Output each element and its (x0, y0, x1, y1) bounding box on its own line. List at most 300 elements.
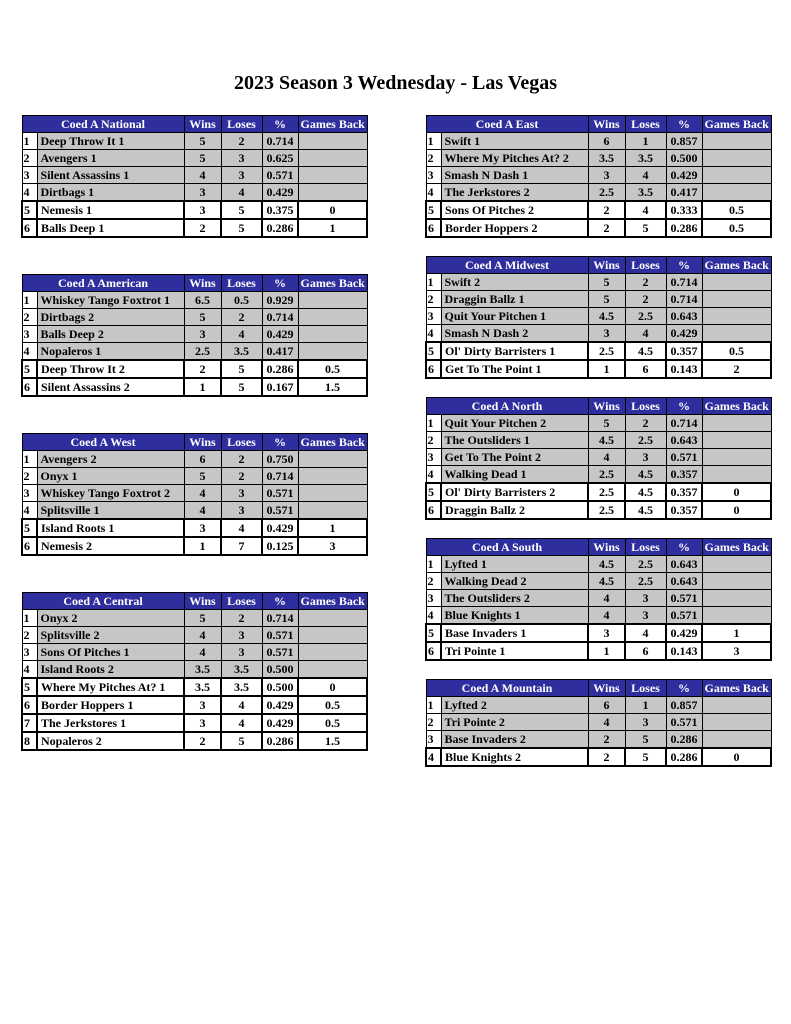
cell-rank: 4 (426, 748, 441, 766)
cell-team: Base Invaders 1 (441, 624, 588, 642)
cell-gb (702, 449, 771, 466)
cell-wins: 5 (184, 610, 221, 627)
table-row (426, 501, 771, 519)
standings-table (21, 115, 368, 238)
cell-pct: 0.571 (262, 485, 298, 502)
cell-wins: 2 (588, 201, 625, 219)
cell-rank: 4 (22, 343, 37, 361)
cell-gb (298, 133, 367, 150)
column-header-wins: Wins (588, 539, 625, 556)
cell-loses: 0.5 (221, 292, 262, 309)
column-header-wins: Wins (184, 593, 221, 610)
cell-loses: 3 (625, 449, 666, 466)
cell-team: Balls Deep 2 (37, 326, 184, 343)
cell-gb (702, 466, 771, 484)
cell-gb: 3 (702, 642, 771, 660)
cell-rank: 4 (426, 466, 441, 484)
cell-rank: 1 (426, 133, 441, 150)
cell-wins: 1 (588, 360, 625, 378)
cell-gb (298, 485, 367, 502)
cell-rank: 2 (22, 468, 37, 485)
cell-rank: 3 (426, 308, 441, 325)
cell-rank: 6 (426, 501, 441, 519)
table-row (22, 451, 367, 468)
table-row (22, 485, 367, 502)
cell-gb (702, 607, 771, 625)
cell-gb (702, 415, 771, 432)
cell-team: Where My Pitches At? 2 (441, 150, 588, 167)
cell-loses: 3.5 (221, 343, 262, 361)
cell-wins: 2.5 (588, 184, 625, 202)
cell-team: Nemesis 2 (37, 537, 184, 555)
header-row (426, 257, 771, 274)
cell-team: Smash N Dash 2 (441, 325, 588, 343)
cell-gb (702, 325, 771, 343)
table-row (22, 326, 367, 343)
cell-team: Swift 1 (441, 133, 588, 150)
cell-pct: 0.571 (262, 502, 298, 520)
cell-pct: 0.571 (666, 714, 702, 731)
cell-team: Deep Throw It 2 (37, 360, 184, 378)
cell-pct: 0.286 (262, 219, 298, 237)
cell-pct: 0.643 (666, 573, 702, 590)
cell-pct: 0.143 (666, 360, 702, 378)
cell-loses: 3 (221, 167, 262, 184)
cell-team: Where My Pitches At? 1 (37, 678, 184, 696)
cell-loses: 5 (625, 731, 666, 749)
cell-team: Ol' Dirty Barristers 1 (441, 342, 588, 360)
cell-rank: 3 (426, 731, 441, 749)
table-row (426, 697, 771, 714)
cell-wins: 2 (184, 219, 221, 237)
standings-table (21, 274, 368, 397)
cell-team: Onyx 1 (37, 468, 184, 485)
cell-loses: 5 (221, 201, 262, 219)
cell-team: Tri Pointe 2 (441, 714, 588, 731)
column-header-games-back: Games Back (702, 257, 771, 274)
column-header-pct: % (666, 257, 702, 274)
page-title: 2023 Season 3 Wednesday - Las Vegas (233, 72, 558, 94)
cell-pct: 0.417 (666, 184, 702, 202)
cell-pct: 0.429 (262, 326, 298, 343)
column-header-games-back: Games Back (702, 680, 771, 697)
cell-wins: 4 (184, 485, 221, 502)
cell-rank: 3 (426, 449, 441, 466)
table-row (426, 483, 771, 501)
table-row (22, 714, 367, 732)
cell-pct: 0.857 (666, 697, 702, 714)
cell-rank: 8 (22, 732, 37, 750)
cell-loses: 2 (625, 291, 666, 308)
cell-rank: 6 (22, 378, 37, 396)
cell-rank: 5 (426, 624, 441, 642)
cell-rank: 3 (426, 167, 441, 184)
cell-rank: 2 (426, 432, 441, 449)
cell-loses: 3.5 (625, 184, 666, 202)
column-header-games-back: Games Back (298, 593, 367, 610)
cell-pct: 0.286 (666, 731, 702, 749)
cell-loses: 2 (625, 274, 666, 291)
cell-wins: 4 (184, 167, 221, 184)
cell-pct: 0.571 (666, 590, 702, 607)
cell-rank: 5 (22, 519, 37, 537)
cell-gb: 1 (298, 519, 367, 537)
cell-loses: 3.5 (221, 678, 262, 696)
cell-team: The Jerkstores 2 (441, 184, 588, 202)
cell-team: Walking Dead 2 (441, 573, 588, 590)
cell-gb (702, 556, 771, 573)
cell-gb (298, 644, 367, 661)
cell-rank: 1 (22, 133, 37, 150)
column-header-games-back: Games Back (298, 434, 367, 451)
cell-loses: 4.5 (625, 466, 666, 484)
cell-team: Tri Pointe 1 (441, 642, 588, 660)
table-row (426, 308, 771, 325)
cell-team: Whiskey Tango Foxtrot 2 (37, 485, 184, 502)
table-row (426, 150, 771, 167)
cell-loses: 2 (221, 451, 262, 468)
cell-loses: 5 (625, 748, 666, 766)
cell-team: Nemesis 1 (37, 201, 184, 219)
cell-rank: 1 (426, 415, 441, 432)
cell-team: Nopaleros 2 (37, 732, 184, 750)
table-row (426, 184, 771, 202)
cell-rank: 6 (22, 696, 37, 714)
cell-pct: 0.357 (666, 483, 702, 501)
cell-rank: 7 (22, 714, 37, 732)
cell-wins: 2.5 (588, 466, 625, 484)
cell-loses: 6 (625, 360, 666, 378)
cell-team: Walking Dead 1 (441, 466, 588, 484)
cell-loses: 4 (221, 696, 262, 714)
cell-rank: 1 (426, 274, 441, 291)
cell-pct: 0.429 (262, 714, 298, 732)
cell-pct: 0.714 (666, 274, 702, 291)
cell-rank: 6 (22, 219, 37, 237)
cell-loses: 4 (221, 184, 262, 202)
cell-loses: 1 (625, 697, 666, 714)
cell-gb: 0.5 (298, 696, 367, 714)
cell-wins: 6 (588, 697, 625, 714)
cell-pct: 0.429 (262, 184, 298, 202)
cell-wins: 2 (588, 748, 625, 766)
cell-wins: 2.5 (184, 343, 221, 361)
standings-table (425, 538, 772, 661)
cell-gb (702, 590, 771, 607)
cell-loses: 4 (625, 201, 666, 219)
cell-loses: 4 (625, 624, 666, 642)
cell-wins: 6 (184, 451, 221, 468)
cell-team: Smash N Dash 1 (441, 167, 588, 184)
table-row (22, 468, 367, 485)
column-header-loses: Loses (625, 398, 666, 415)
cell-pct: 0.429 (262, 519, 298, 537)
cell-loses: 3 (221, 644, 262, 661)
cell-loses: 4 (625, 167, 666, 184)
division-title: Coed A West (22, 434, 184, 451)
cell-pct: 0.286 (262, 360, 298, 378)
cell-pct: 0.929 (262, 292, 298, 309)
cell-pct: 0.125 (262, 537, 298, 555)
cell-gb: 2 (702, 360, 771, 378)
cell-gb (298, 309, 367, 326)
cell-team: Nopaleros 1 (37, 343, 184, 361)
cell-loses: 4 (625, 325, 666, 343)
cell-pct: 0.417 (262, 343, 298, 361)
cell-wins: 3 (588, 325, 625, 343)
cell-loses: 2.5 (625, 308, 666, 325)
cell-gb (702, 573, 771, 590)
standings-table (425, 115, 772, 238)
cell-gb (298, 468, 367, 485)
division-title: Coed A American (22, 275, 184, 292)
column-header-pct: % (666, 539, 702, 556)
table-row (426, 642, 771, 660)
column-header-loses: Loses (221, 116, 262, 133)
table-row (426, 731, 771, 749)
cell-team: Dirtbags 1 (37, 184, 184, 202)
cell-team: Avengers 1 (37, 150, 184, 167)
column-header-wins: Wins (184, 434, 221, 451)
table-row (22, 627, 367, 644)
cell-rank: 1 (22, 610, 37, 627)
cell-loses: 3 (625, 590, 666, 607)
cell-rank: 1 (22, 292, 37, 309)
cell-loses: 4.5 (625, 342, 666, 360)
cell-loses: 2.5 (625, 556, 666, 573)
standings-table (425, 256, 772, 379)
cell-wins: 4 (184, 644, 221, 661)
cell-gb (298, 661, 367, 679)
cell-pct: 0.714 (666, 291, 702, 308)
table-row (22, 696, 367, 714)
cell-wins: 5 (184, 309, 221, 326)
cell-rank: 5 (426, 342, 441, 360)
cell-gb: 0 (702, 483, 771, 501)
table-row (22, 378, 367, 396)
cell-team: Quit Your Pitchen 1 (441, 308, 588, 325)
division-title: Coed A South (426, 539, 588, 556)
table-row (426, 748, 771, 766)
cell-wins: 4 (588, 714, 625, 731)
table-row (426, 432, 771, 449)
cell-pct: 0.429 (262, 696, 298, 714)
cell-pct: 0.643 (666, 308, 702, 325)
column-header-wins: Wins (184, 275, 221, 292)
header-row (22, 593, 367, 610)
cell-rank: 6 (426, 219, 441, 237)
cell-wins: 2 (184, 360, 221, 378)
cell-rank: 2 (22, 309, 37, 326)
cell-wins: 2.5 (588, 501, 625, 519)
table-row (426, 325, 771, 343)
column-header-loses: Loses (625, 257, 666, 274)
cell-team: Quit Your Pitchen 2 (441, 415, 588, 432)
table-row (22, 537, 367, 555)
cell-loses: 5 (625, 219, 666, 237)
cell-rank: 5 (426, 201, 441, 219)
column-header-pct: % (666, 398, 702, 415)
standings-table (425, 679, 772, 767)
cell-pct: 0.714 (262, 309, 298, 326)
cell-wins: 5 (184, 133, 221, 150)
table-row (22, 219, 367, 237)
cell-team: Sons Of Pitches 2 (441, 201, 588, 219)
cell-team: Lyfted 1 (441, 556, 588, 573)
cell-team: The Outsliders 2 (441, 590, 588, 607)
cell-loses: 5 (221, 732, 262, 750)
cell-team: Island Roots 2 (37, 661, 184, 679)
cell-loses: 3 (625, 714, 666, 731)
cell-loses: 4.5 (625, 483, 666, 501)
standings-table (425, 397, 772, 520)
cell-pct: 0.143 (666, 642, 702, 660)
cell-gb (702, 167, 771, 184)
cell-gb: 1.5 (298, 732, 367, 750)
cell-rank: 5 (426, 483, 441, 501)
cell-loses: 2.5 (625, 573, 666, 590)
cell-loses: 4 (221, 326, 262, 343)
right-column (425, 115, 770, 767)
cell-pct: 0.571 (666, 607, 702, 625)
cell-wins: 1 (184, 378, 221, 396)
cell-rank: 5 (22, 678, 37, 696)
column-header-loses: Loses (625, 680, 666, 697)
cell-gb: 0.5 (702, 201, 771, 219)
table-row (22, 292, 367, 309)
column-header-games-back: Games Back (298, 116, 367, 133)
column-header-wins: Wins (588, 257, 625, 274)
cell-loses: 2 (221, 309, 262, 326)
cell-pct: 0.429 (666, 624, 702, 642)
cell-loses: 5 (221, 378, 262, 396)
cell-team: The Jerkstores 1 (37, 714, 184, 732)
cell-wins: 4 (588, 449, 625, 466)
table-row (426, 466, 771, 484)
table-row (426, 624, 771, 642)
table-row (22, 678, 367, 696)
cell-loses: 4 (221, 714, 262, 732)
cell-pct: 0.286 (666, 219, 702, 237)
column-header-loses: Loses (221, 434, 262, 451)
cell-gb: 0 (298, 201, 367, 219)
cell-team: Whiskey Tango Foxtrot 1 (37, 292, 184, 309)
column-header-wins: Wins (184, 116, 221, 133)
cell-gb (298, 167, 367, 184)
division-title: Coed A East (426, 116, 588, 133)
cell-pct: 0.571 (262, 167, 298, 184)
cell-gb (702, 432, 771, 449)
cell-wins: 2.5 (588, 483, 625, 501)
cell-team: Balls Deep 1 (37, 219, 184, 237)
cell-pct: 0.357 (666, 466, 702, 484)
cell-pct: 0.857 (666, 133, 702, 150)
cell-gb (702, 150, 771, 167)
header-row (22, 275, 367, 292)
cell-gb (298, 150, 367, 167)
cell-gb (298, 502, 367, 520)
cell-gb: 0.5 (702, 342, 771, 360)
cell-pct: 0.714 (262, 133, 298, 150)
cell-rank: 3 (22, 167, 37, 184)
table-row (22, 519, 367, 537)
cell-wins: 4 (184, 627, 221, 644)
table-row (426, 219, 771, 237)
cell-rank: 4 (22, 502, 37, 520)
table-row (426, 714, 771, 731)
column-header-loses: Loses (625, 116, 666, 133)
header-row (426, 680, 771, 697)
cell-gb: 1 (702, 624, 771, 642)
cell-wins: 2 (588, 731, 625, 749)
cell-loses: 3 (625, 607, 666, 625)
table-row (22, 167, 367, 184)
cell-gb: 3 (298, 537, 367, 555)
cell-gb: 0 (298, 678, 367, 696)
cell-team: Base Invaders 2 (441, 731, 588, 749)
cell-gb (702, 291, 771, 308)
cell-rank: 3 (426, 590, 441, 607)
cell-pct: 0.750 (262, 451, 298, 468)
cell-rank: 1 (22, 451, 37, 468)
table-row (22, 610, 367, 627)
cell-wins: 4.5 (588, 432, 625, 449)
cell-rank: 5 (22, 360, 37, 378)
header-row (426, 539, 771, 556)
cell-team: Draggin Ballz 1 (441, 291, 588, 308)
left-column (21, 115, 366, 767)
table-row (22, 309, 367, 326)
cell-pct: 0.375 (262, 201, 298, 219)
cell-team: Onyx 2 (37, 610, 184, 627)
cell-rank: 2 (426, 150, 441, 167)
cell-gb (702, 308, 771, 325)
column-header-wins: Wins (588, 116, 625, 133)
cell-team: Get To The Point 2 (441, 449, 588, 466)
cell-gb (702, 184, 771, 202)
cell-loses: 3 (221, 627, 262, 644)
cell-rank: 2 (22, 150, 37, 167)
cell-gb (298, 326, 367, 343)
cell-team: Avengers 2 (37, 451, 184, 468)
table-row (22, 661, 367, 679)
table-row (22, 343, 367, 361)
cell-loses: 6 (625, 642, 666, 660)
cell-loses: 1 (625, 133, 666, 150)
cell-rank: 3 (22, 644, 37, 661)
cell-loses: 3 (221, 485, 262, 502)
table-row (426, 167, 771, 184)
column-header-pct: % (262, 116, 298, 133)
cell-wins: 3 (184, 696, 221, 714)
cell-team: Splitsville 2 (37, 627, 184, 644)
cell-wins: 3 (184, 714, 221, 732)
table-row (426, 274, 771, 291)
cell-team: Dirtbags 2 (37, 309, 184, 326)
cell-loses: 3.5 (221, 661, 262, 679)
cell-rank: 2 (426, 573, 441, 590)
cell-team: Blue Knights 1 (441, 607, 588, 625)
cell-pct: 0.500 (262, 661, 298, 679)
cell-loses: 2.5 (625, 432, 666, 449)
cell-pct: 0.429 (666, 325, 702, 343)
cell-pct: 0.714 (666, 415, 702, 432)
cell-pct: 0.500 (666, 150, 702, 167)
column-header-games-back: Games Back (298, 275, 367, 292)
column-header-wins: Wins (588, 398, 625, 415)
table-row (22, 150, 367, 167)
table-row (426, 573, 771, 590)
